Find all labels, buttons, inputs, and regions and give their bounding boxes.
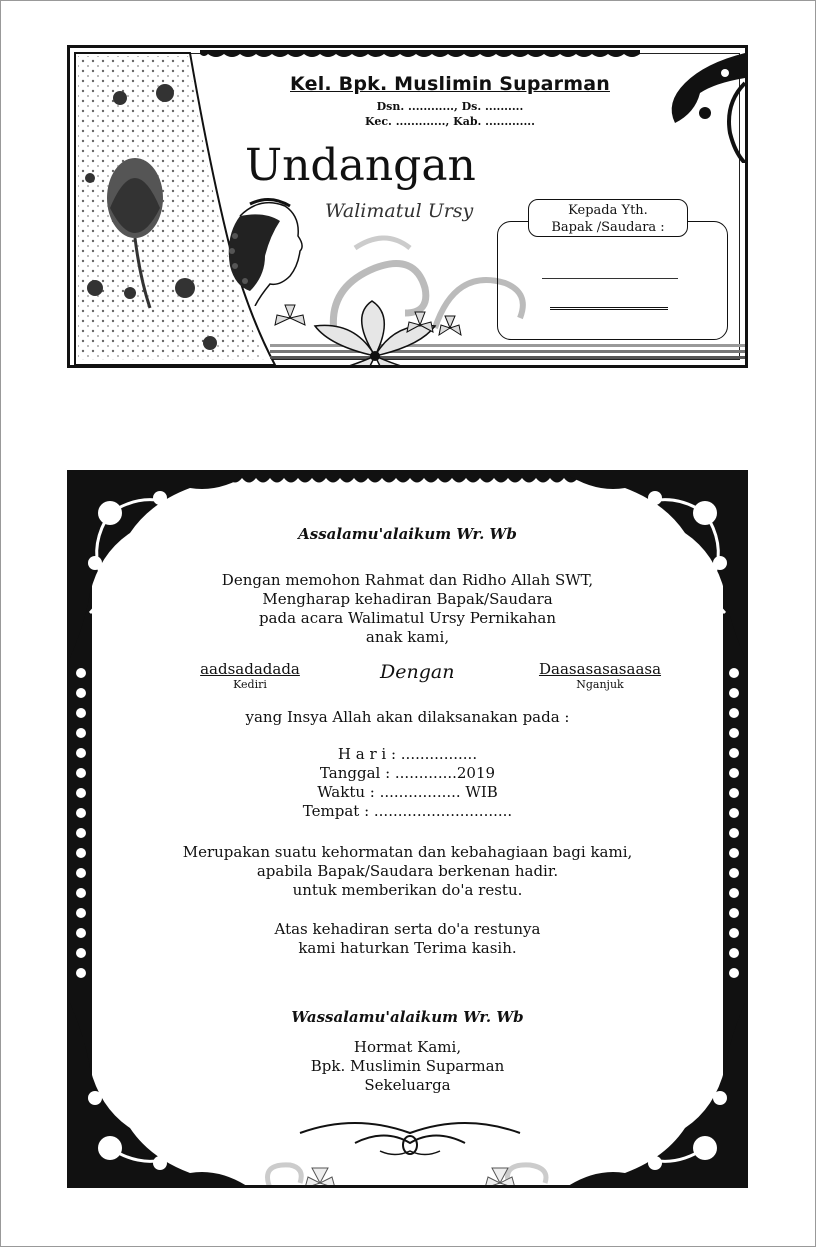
small-flower-icon (405, 310, 465, 340)
opening-greeting: Assalamu'alaikum Wr. Wb (298, 525, 517, 543)
closing-line: apabila Bapak/Saudara berkenan hadir. (256, 862, 559, 880)
invitation-title: Undangan (245, 140, 476, 191)
sender-block (250, 73, 650, 129)
connector-text: Dengan (380, 661, 455, 683)
closing-line: Merupakan suatu kehormatan dan kebahagiaan bagi kami, (182, 843, 633, 861)
event-details (70, 745, 745, 821)
closing-line: untuk memberikan do'a restu. (292, 881, 523, 899)
groom-block (530, 660, 670, 691)
signature-line: Bpk. Muslimin Suparman (310, 1057, 505, 1075)
closing-paragraph-1 (70, 843, 745, 900)
intro-line: Mengharap kehadiran Bapak/Saudara (262, 590, 553, 608)
intro-line: anak kami, (365, 628, 450, 646)
small-flower-icon (265, 303, 315, 333)
sender-family-name: Kel. Bpk. Muslimin Suparman (290, 73, 610, 95)
announce-line: yang Insya Allah akan dilaksanakan pada : (245, 708, 570, 726)
bride-block (180, 660, 320, 691)
detail-time: Waktu : ................. WIB (317, 783, 498, 801)
intro-paragraph (70, 571, 745, 647)
sender-address-line1: Dsn. ............, Ds. .......... (376, 100, 524, 113)
signature-line: Hormat Kami, (353, 1038, 462, 1056)
bride-city: Kediri (233, 678, 267, 691)
intro-line: Dengan memohon Rahmat dan Ridho Allah SWT, (221, 571, 594, 589)
bride-portrait-illustration (220, 196, 315, 306)
lace-border-icon (200, 50, 640, 60)
intro-line: pada acara Walimatul Ursy Pernikahan (258, 609, 557, 627)
addressee-box (497, 203, 728, 340)
corner-ornament-icon (645, 53, 745, 163)
addressee-name-line (542, 278, 678, 279)
detail-place: Tempat : ............................. (302, 802, 513, 820)
invitation-cover (67, 45, 748, 368)
invitation-letter (67, 470, 748, 1188)
groom-city: Nganjuk (576, 678, 624, 691)
closing-line: Atas kehadiran serta do'a restunya (274, 920, 541, 938)
groom-name: Daasasasasaasa (538, 660, 662, 678)
addressee-line1: Kepada Yth. (568, 203, 648, 218)
closing-greeting: Wassalamu'alaikum Wr. Wb (291, 1008, 524, 1026)
closing-paragraph-2 (70, 920, 745, 958)
detail-date: Tanggal : .............2019 (319, 764, 496, 782)
invitation-subtitle: Walimatul Ursy (325, 200, 474, 222)
signature-block (70, 1038, 745, 1095)
addressee-line2: Bapak /Saudara : (551, 220, 665, 235)
signature-line: Sekeluarga (364, 1076, 451, 1094)
closing-line: kami haturkan Terima kasih. (298, 939, 517, 957)
detail-day: H a r i : ................ (337, 745, 478, 763)
sender-address-line2: Kec. ............., Kab. ............. (365, 115, 535, 128)
bottom-flowers-icon (250, 1153, 570, 1188)
addressee-heading (528, 199, 688, 237)
addressee-address-line (550, 307, 668, 313)
bride-name: aadsadadada (200, 660, 300, 678)
